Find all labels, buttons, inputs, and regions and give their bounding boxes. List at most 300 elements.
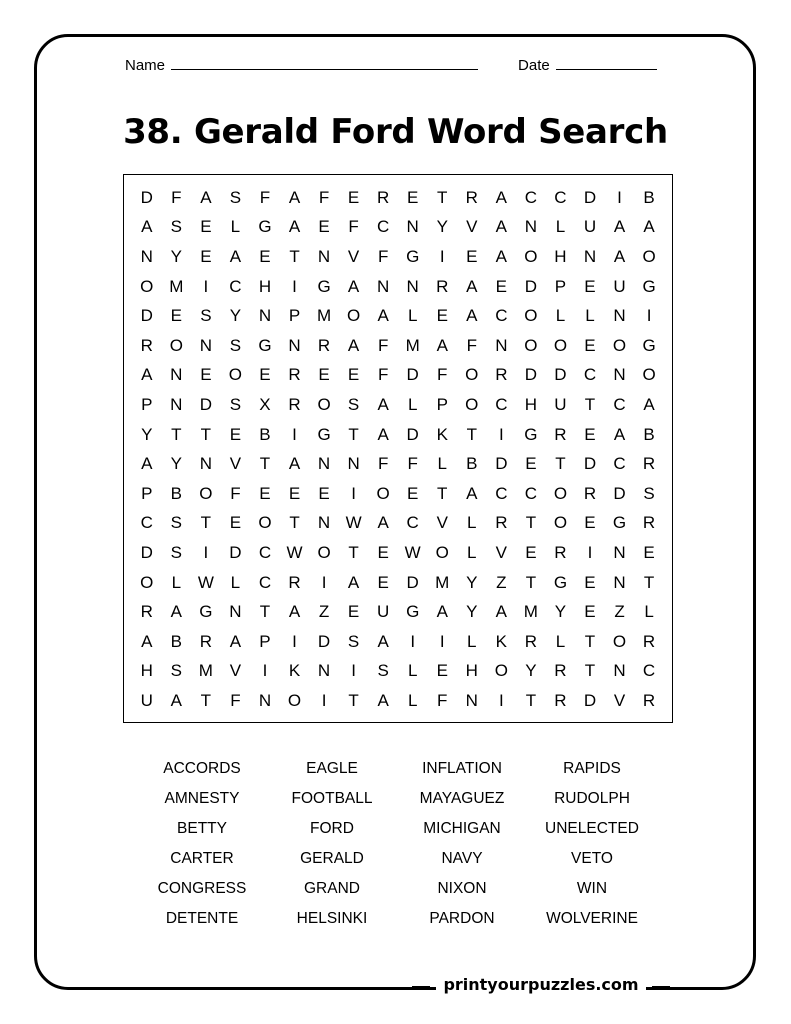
grid-letter[interactable]: L xyxy=(230,572,241,592)
date-field-line[interactable] xyxy=(556,69,657,70)
grid-letter[interactable]: T xyxy=(200,690,212,710)
grid-letter[interactable]: G xyxy=(642,276,656,296)
grid-letter[interactable]: I xyxy=(646,306,652,326)
grid-letter[interactable]: E xyxy=(584,572,596,592)
grid-letter[interactable]: A xyxy=(643,217,655,237)
grid-letter[interactable]: L xyxy=(467,513,477,533)
grid-letter[interactable]: A xyxy=(436,335,448,355)
grid-letter[interactable]: F xyxy=(437,690,448,710)
grid-letter[interactable]: Y xyxy=(554,602,567,622)
grid-letter[interactable]: T xyxy=(348,424,359,444)
grid-letter[interactable]: L xyxy=(407,690,418,710)
grid-letter[interactable]: E xyxy=(495,276,507,296)
grid-letter[interactable]: S xyxy=(170,661,182,681)
grid-letter[interactable]: B xyxy=(643,424,655,444)
grid-letter[interactable]: F xyxy=(377,246,389,266)
grid-letter[interactable]: E xyxy=(347,602,360,622)
grid-letter[interactable]: O xyxy=(553,335,568,355)
grid-letter[interactable]: N xyxy=(406,276,419,296)
grid-letter[interactable]: I xyxy=(439,631,445,651)
grid-letter[interactable]: C xyxy=(140,513,153,533)
grid-letter[interactable]: N xyxy=(317,454,331,474)
grid-letter[interactable]: B xyxy=(466,454,478,474)
grid-letter[interactable]: P xyxy=(259,631,271,651)
grid-letter[interactable]: Y xyxy=(229,306,242,326)
grid-letter[interactable]: F xyxy=(437,365,448,385)
grid-letter[interactable]: A xyxy=(377,424,389,444)
grid-letter[interactable]: T xyxy=(437,187,448,207)
grid-letter[interactable]: V xyxy=(229,454,242,474)
grid-letter[interactable]: N xyxy=(258,690,272,710)
grid-letter[interactable]: K xyxy=(436,424,448,444)
grid-letter[interactable]: A xyxy=(466,306,478,326)
grid-letter[interactable]: G xyxy=(406,602,420,622)
grid-letter[interactable]: A xyxy=(288,454,301,474)
grid-letter[interactable]: A xyxy=(436,602,448,622)
grid-letter[interactable]: T xyxy=(289,246,300,266)
grid-letter[interactable]: V xyxy=(347,246,360,266)
grid-letter[interactable]: A xyxy=(141,631,153,651)
grid-letter[interactable]: L xyxy=(407,661,418,681)
grid-letter[interactable]: T xyxy=(259,454,271,474)
grid-letter[interactable]: Z xyxy=(614,602,625,622)
grid-letter[interactable]: A xyxy=(377,690,389,710)
grid-letter[interactable]: C xyxy=(258,572,272,592)
grid-letter[interactable]: I xyxy=(617,187,622,207)
grid-letter[interactable]: K xyxy=(495,631,507,651)
grid-letter[interactable]: L xyxy=(555,306,566,326)
grid-letter[interactable]: S xyxy=(170,513,182,533)
grid-letter[interactable]: T xyxy=(171,424,182,444)
grid-letter[interactable]: G xyxy=(642,335,656,355)
grid-letter[interactable]: G xyxy=(317,276,331,296)
grid-letter[interactable]: S xyxy=(347,394,360,414)
grid-letter[interactable]: O xyxy=(524,306,538,326)
grid-letter[interactable]: U xyxy=(613,276,626,296)
grid-letter[interactable]: D xyxy=(583,454,597,474)
grid-letter[interactable]: F xyxy=(348,217,359,237)
grid-letter[interactable]: T xyxy=(525,513,537,533)
grid-letter[interactable]: T xyxy=(289,513,300,533)
grid-letter[interactable]: A xyxy=(141,217,153,237)
grid-letter[interactable]: C xyxy=(406,513,419,533)
grid-letter[interactable]: E xyxy=(525,542,537,562)
grid-letter[interactable]: B xyxy=(259,424,271,444)
grid-letter[interactable]: U xyxy=(583,217,597,237)
grid-letter[interactable]: E xyxy=(643,542,655,562)
grid-letter[interactable]: P xyxy=(141,394,153,414)
grid-letter[interactable]: R xyxy=(642,690,656,710)
grid-letter[interactable]: T xyxy=(643,572,655,592)
grid-letter[interactable]: R xyxy=(140,335,153,355)
grid-letter[interactable]: S xyxy=(229,335,242,355)
grid-letter[interactable]: L xyxy=(467,542,477,562)
grid-letter[interactable]: R xyxy=(554,542,567,562)
grid-letter[interactable]: P xyxy=(554,276,567,296)
grid-letter[interactable]: D xyxy=(524,276,538,296)
grid-letter[interactable]: N xyxy=(170,394,183,414)
grid-letter[interactable]: A xyxy=(288,187,301,207)
grid-letter[interactable]: N xyxy=(258,306,272,326)
grid-letter[interactable]: C xyxy=(229,276,242,296)
grid-letter[interactable]: A xyxy=(377,394,389,414)
grid-letter[interactable]: A xyxy=(377,306,389,326)
grid-letter[interactable]: G xyxy=(553,572,568,592)
grid-letter[interactable]: T xyxy=(525,690,537,710)
grid-letter[interactable]: G xyxy=(258,335,272,355)
grid-letter[interactable]: I xyxy=(321,690,327,710)
grid-letter[interactable]: O xyxy=(435,542,449,562)
grid-letter[interactable]: S xyxy=(200,306,212,326)
grid-letter[interactable]: E xyxy=(259,246,271,266)
grid-letter[interactable]: F xyxy=(407,454,418,474)
grid-letter[interactable]: G xyxy=(406,246,420,266)
grid-letter[interactable]: F xyxy=(259,187,271,207)
grid-letter[interactable]: D xyxy=(317,631,331,651)
grid-letter[interactable]: O xyxy=(524,246,538,266)
grid-letter[interactable]: W xyxy=(404,542,421,562)
grid-letter[interactable]: N xyxy=(613,365,626,385)
grid-letter[interactable]: C xyxy=(583,365,597,385)
grid-letter[interactable]: W xyxy=(345,513,362,533)
grid-letter[interactable]: V xyxy=(436,513,448,533)
grid-letter[interactable]: S xyxy=(229,394,242,414)
grid-letter[interactable]: S xyxy=(643,483,655,503)
grid-letter[interactable]: O xyxy=(287,690,302,710)
grid-letter[interactable]: T xyxy=(584,631,596,651)
grid-letter[interactable]: L xyxy=(171,572,182,592)
grid-letter[interactable]: R xyxy=(199,631,212,651)
grid-letter[interactable]: H xyxy=(524,394,538,414)
grid-letter[interactable]: M xyxy=(435,572,450,592)
grid-letter[interactable]: O xyxy=(494,661,508,681)
grid-letter[interactable]: D xyxy=(495,454,508,474)
grid-letter[interactable]: L xyxy=(555,217,566,237)
grid-letter[interactable]: N xyxy=(199,454,212,474)
grid-letter[interactable]: V xyxy=(613,690,626,710)
grid-letter[interactable]: H xyxy=(140,661,153,681)
grid-letter[interactable]: E xyxy=(584,513,596,533)
grid-letter[interactable]: E xyxy=(318,217,330,237)
grid-letter[interactable]: D xyxy=(140,187,153,207)
grid-letter[interactable]: F xyxy=(377,365,389,385)
grid-letter[interactable]: D xyxy=(406,424,419,444)
grid-letter[interactable]: C xyxy=(495,483,508,503)
grid-letter[interactable]: N xyxy=(495,335,508,355)
grid-letter[interactable]: R xyxy=(288,365,301,385)
grid-letter[interactable]: E xyxy=(436,306,448,326)
grid-letter[interactable]: A xyxy=(377,513,389,533)
grid-letter[interactable]: I xyxy=(262,661,268,681)
grid-letter[interactable]: O xyxy=(465,394,479,414)
grid-letter[interactable]: D xyxy=(583,187,597,207)
grid-letter[interactable]: I xyxy=(410,631,416,651)
grid-letter[interactable]: T xyxy=(466,424,477,444)
grid-letter[interactable]: R xyxy=(554,424,567,444)
grid-letter[interactable]: N xyxy=(406,217,419,237)
grid-letter[interactable]: E xyxy=(170,306,182,326)
grid-letter[interactable]: C xyxy=(258,542,272,562)
grid-letter[interactable]: A xyxy=(229,246,242,266)
grid-letter[interactable]: I xyxy=(439,246,445,266)
grid-letter[interactable]: N xyxy=(613,542,626,562)
grid-letter[interactable]: V xyxy=(229,661,242,681)
grid-letter[interactable]: T xyxy=(584,394,596,414)
grid-letter[interactable]: W xyxy=(286,542,303,562)
grid-letter[interactable]: R xyxy=(288,572,301,592)
grid-letter[interactable]: S xyxy=(170,542,182,562)
grid-letter[interactable]: E xyxy=(407,187,419,207)
grid-letter[interactable]: N xyxy=(229,602,242,622)
grid-letter[interactable]: E xyxy=(200,246,212,266)
grid-letter[interactable]: L xyxy=(644,602,654,622)
grid-letter[interactable]: M xyxy=(169,276,184,296)
grid-letter[interactable]: Y xyxy=(525,661,537,681)
grid-letter[interactable]: I xyxy=(292,276,297,296)
grid-letter[interactable]: E xyxy=(584,602,596,622)
grid-letter[interactable]: O xyxy=(553,483,568,503)
grid-letter[interactable]: O xyxy=(258,513,272,533)
grid-letter[interactable]: E xyxy=(436,661,448,681)
grid-letter[interactable]: R xyxy=(642,513,656,533)
grid-letter[interactable]: P xyxy=(436,394,448,414)
grid-letter[interactable]: L xyxy=(407,306,418,326)
grid-letter[interactable]: F xyxy=(171,187,182,207)
grid-letter[interactable]: N xyxy=(613,572,626,592)
grid-letter[interactable]: O xyxy=(228,365,243,385)
grid-letter[interactable]: P xyxy=(141,483,153,503)
grid-letter[interactable]: N xyxy=(377,276,390,296)
grid-letter[interactable]: G xyxy=(524,424,538,444)
grid-letter[interactable]: E xyxy=(200,217,212,237)
grid-letter[interactable]: O xyxy=(642,365,656,385)
grid-letter[interactable]: T xyxy=(437,483,448,503)
grid-letter[interactable]: M xyxy=(523,602,538,622)
grid-letter[interactable]: C xyxy=(495,306,508,326)
grid-letter[interactable]: A xyxy=(613,217,626,237)
grid-letter[interactable]: A xyxy=(643,394,655,414)
grid-letter[interactable]: A xyxy=(288,217,301,237)
grid-letter[interactable]: Y xyxy=(170,454,182,474)
grid-letter[interactable]: A xyxy=(495,217,507,237)
grid-letter[interactable]: Y xyxy=(170,246,182,266)
grid-letter[interactable]: D xyxy=(406,365,419,385)
grid-letter[interactable]: E xyxy=(229,424,242,444)
grid-letter[interactable]: A xyxy=(200,187,212,207)
grid-letter[interactable]: G xyxy=(612,513,627,533)
grid-letter[interactable]: O xyxy=(140,572,154,592)
grid-letter[interactable]: N xyxy=(583,246,597,266)
grid-letter[interactable]: S xyxy=(170,217,182,237)
grid-letter[interactable]: A xyxy=(229,631,242,651)
grid-letter[interactable]: T xyxy=(200,424,212,444)
grid-letter[interactable]: R xyxy=(288,394,301,414)
grid-letter[interactable]: F xyxy=(466,335,477,355)
grid-letter[interactable]: U xyxy=(554,394,567,414)
grid-letter[interactable]: E xyxy=(466,246,478,266)
grid-letter[interactable]: B xyxy=(643,187,655,207)
grid-letter[interactable]: A xyxy=(141,365,153,385)
grid-letter[interactable]: D xyxy=(554,365,567,385)
grid-letter[interactable]: L xyxy=(555,631,566,651)
grid-letter[interactable]: N xyxy=(140,246,153,266)
grid-letter[interactable]: N xyxy=(613,306,626,326)
grid-letter[interactable]: P xyxy=(288,306,301,326)
grid-letter[interactable]: U xyxy=(377,602,390,622)
grid-letter[interactable]: E xyxy=(200,365,212,385)
grid-letter[interactable]: R xyxy=(495,365,508,385)
grid-letter[interactable]: Y xyxy=(466,602,478,622)
grid-letter[interactable]: G xyxy=(317,424,331,444)
grid-letter[interactable]: R xyxy=(465,187,478,207)
grid-letter[interactable]: O xyxy=(612,631,627,651)
grid-letter[interactable]: A xyxy=(613,246,626,266)
grid-letter[interactable]: O xyxy=(642,246,656,266)
grid-letter[interactable]: E xyxy=(584,335,596,355)
grid-letter[interactable]: L xyxy=(467,631,477,651)
grid-letter[interactable]: L xyxy=(585,306,595,326)
grid-letter[interactable]: O xyxy=(612,335,627,355)
grid-letter[interactable]: M xyxy=(316,306,332,326)
grid-letter[interactable]: A xyxy=(377,631,389,651)
grid-letter[interactable]: E xyxy=(584,276,596,296)
grid-letter[interactable]: M xyxy=(198,661,213,681)
grid-letter[interactable]: C xyxy=(613,394,626,414)
grid-letter[interactable]: E xyxy=(377,572,389,592)
grid-letter[interactable]: V xyxy=(495,542,507,562)
grid-letter[interactable]: V xyxy=(466,217,478,237)
grid-letter[interactable]: R xyxy=(524,631,538,651)
grid-letter[interactable]: I xyxy=(587,542,593,562)
grid-letter[interactable]: O xyxy=(376,483,390,503)
grid-letter[interactable]: T xyxy=(348,542,359,562)
grid-letter[interactable]: T xyxy=(348,690,359,710)
grid-letter[interactable]: E xyxy=(288,483,301,503)
grid-letter[interactable]: O xyxy=(140,276,154,296)
grid-letter[interactable]: A xyxy=(466,483,478,503)
grid-letter[interactable]: B xyxy=(170,631,182,651)
grid-letter[interactable]: T xyxy=(584,661,596,681)
grid-letter[interactable]: R xyxy=(554,661,567,681)
grid-letter[interactable]: A xyxy=(613,424,626,444)
grid-letter[interactable]: T xyxy=(555,454,566,474)
grid-letter[interactable]: X xyxy=(259,394,271,414)
grid-letter[interactable]: R xyxy=(317,335,331,355)
grid-letter[interactable]: R xyxy=(436,276,449,296)
grid-letter[interactable]: F xyxy=(318,187,330,207)
grid-letter[interactable]: C xyxy=(554,187,567,207)
grid-letter[interactable]: O xyxy=(317,542,331,562)
grid-letter[interactable]: E xyxy=(259,483,271,503)
grid-letter[interactable]: A xyxy=(495,187,507,207)
grid-letter[interactable]: N xyxy=(288,335,301,355)
grid-letter[interactable]: I xyxy=(498,690,504,710)
grid-letter[interactable]: I xyxy=(351,483,356,503)
grid-letter[interactable]: S xyxy=(229,187,242,207)
grid-letter[interactable]: R xyxy=(495,513,508,533)
grid-letter[interactable]: A xyxy=(170,690,182,710)
grid-letter[interactable]: Z xyxy=(496,572,507,592)
grid-letter[interactable]: H xyxy=(465,661,478,681)
grid-letter[interactable]: H xyxy=(258,276,272,296)
grid-letter[interactable]: N xyxy=(317,246,331,266)
grid-letter[interactable]: N xyxy=(317,513,331,533)
grid-letter[interactable]: R xyxy=(642,631,656,651)
grid-letter[interactable]: O xyxy=(553,513,568,533)
grid-letter[interactable]: T xyxy=(200,513,212,533)
grid-letter[interactable]: E xyxy=(407,483,419,503)
grid-letter[interactable]: L xyxy=(437,454,447,474)
grid-letter[interactable]: N xyxy=(465,690,478,710)
grid-letter[interactable]: K xyxy=(288,661,301,681)
grid-letter[interactable]: R xyxy=(583,483,597,503)
grid-letter[interactable]: E xyxy=(377,542,389,562)
grid-letter[interactable]: N xyxy=(524,217,538,237)
grid-letter[interactable]: F xyxy=(377,335,389,355)
grid-letter[interactable]: I xyxy=(292,424,297,444)
grid-letter[interactable]: W xyxy=(197,572,214,592)
grid-letter[interactable]: E xyxy=(584,424,596,444)
grid-letter[interactable]: A xyxy=(466,276,478,296)
grid-letter[interactable]: E xyxy=(347,365,360,385)
grid-letter[interactable]: T xyxy=(259,602,271,622)
grid-letter[interactable]: A xyxy=(347,335,360,355)
grid-letter[interactable]: N xyxy=(347,454,360,474)
grid-letter[interactable]: O xyxy=(169,335,183,355)
grid-letter[interactable]: C xyxy=(524,483,538,503)
grid-letter[interactable]: E xyxy=(259,365,271,385)
grid-letter[interactable]: G xyxy=(199,602,213,622)
grid-letter[interactable]: O xyxy=(317,394,331,414)
grid-letter[interactable]: D xyxy=(140,306,153,326)
grid-letter[interactable]: L xyxy=(407,394,418,414)
grid-letter[interactable]: O xyxy=(199,483,213,503)
grid-letter[interactable]: C xyxy=(495,394,508,414)
grid-letter[interactable]: E xyxy=(318,365,330,385)
grid-letter[interactable]: E xyxy=(525,454,537,474)
grid-letter[interactable]: B xyxy=(170,483,182,503)
grid-letter[interactable]: A xyxy=(347,572,360,592)
grid-letter[interactable]: A xyxy=(170,602,182,622)
grid-letter[interactable]: A xyxy=(141,454,153,474)
grid-letter[interactable]: R xyxy=(377,187,390,207)
grid-letter[interactable]: D xyxy=(406,572,419,592)
grid-letter[interactable]: C xyxy=(377,217,390,237)
grid-letter[interactable]: I xyxy=(351,661,356,681)
grid-letter[interactable]: I xyxy=(498,424,504,444)
grid-letter[interactable]: S xyxy=(347,631,360,651)
grid-letter[interactable]: C xyxy=(613,454,626,474)
grid-letter[interactable]: F xyxy=(230,483,241,503)
grid-letter[interactable]: A xyxy=(495,602,507,622)
grid-letter[interactable]: Y xyxy=(141,424,153,444)
grid-letter[interactable]: R xyxy=(554,690,567,710)
grid-letter[interactable]: D xyxy=(229,542,242,562)
grid-letter[interactable]: D xyxy=(524,365,538,385)
grid-letter[interactable]: L xyxy=(230,217,241,237)
grid-letter[interactable]: G xyxy=(258,217,272,237)
grid-letter[interactable]: N xyxy=(170,365,183,385)
grid-letter[interactable]: N xyxy=(317,661,331,681)
grid-letter[interactable]: N xyxy=(199,335,212,355)
grid-letter[interactable]: S xyxy=(377,661,389,681)
grid-letter[interactable]: Y xyxy=(436,217,448,237)
grid-letter[interactable]: C xyxy=(524,187,538,207)
grid-letter[interactable]: O xyxy=(465,365,479,385)
grid-letter[interactable]: N xyxy=(613,661,626,681)
grid-letter[interactable]: U xyxy=(140,690,153,710)
grid-letter[interactable]: I xyxy=(203,276,209,296)
